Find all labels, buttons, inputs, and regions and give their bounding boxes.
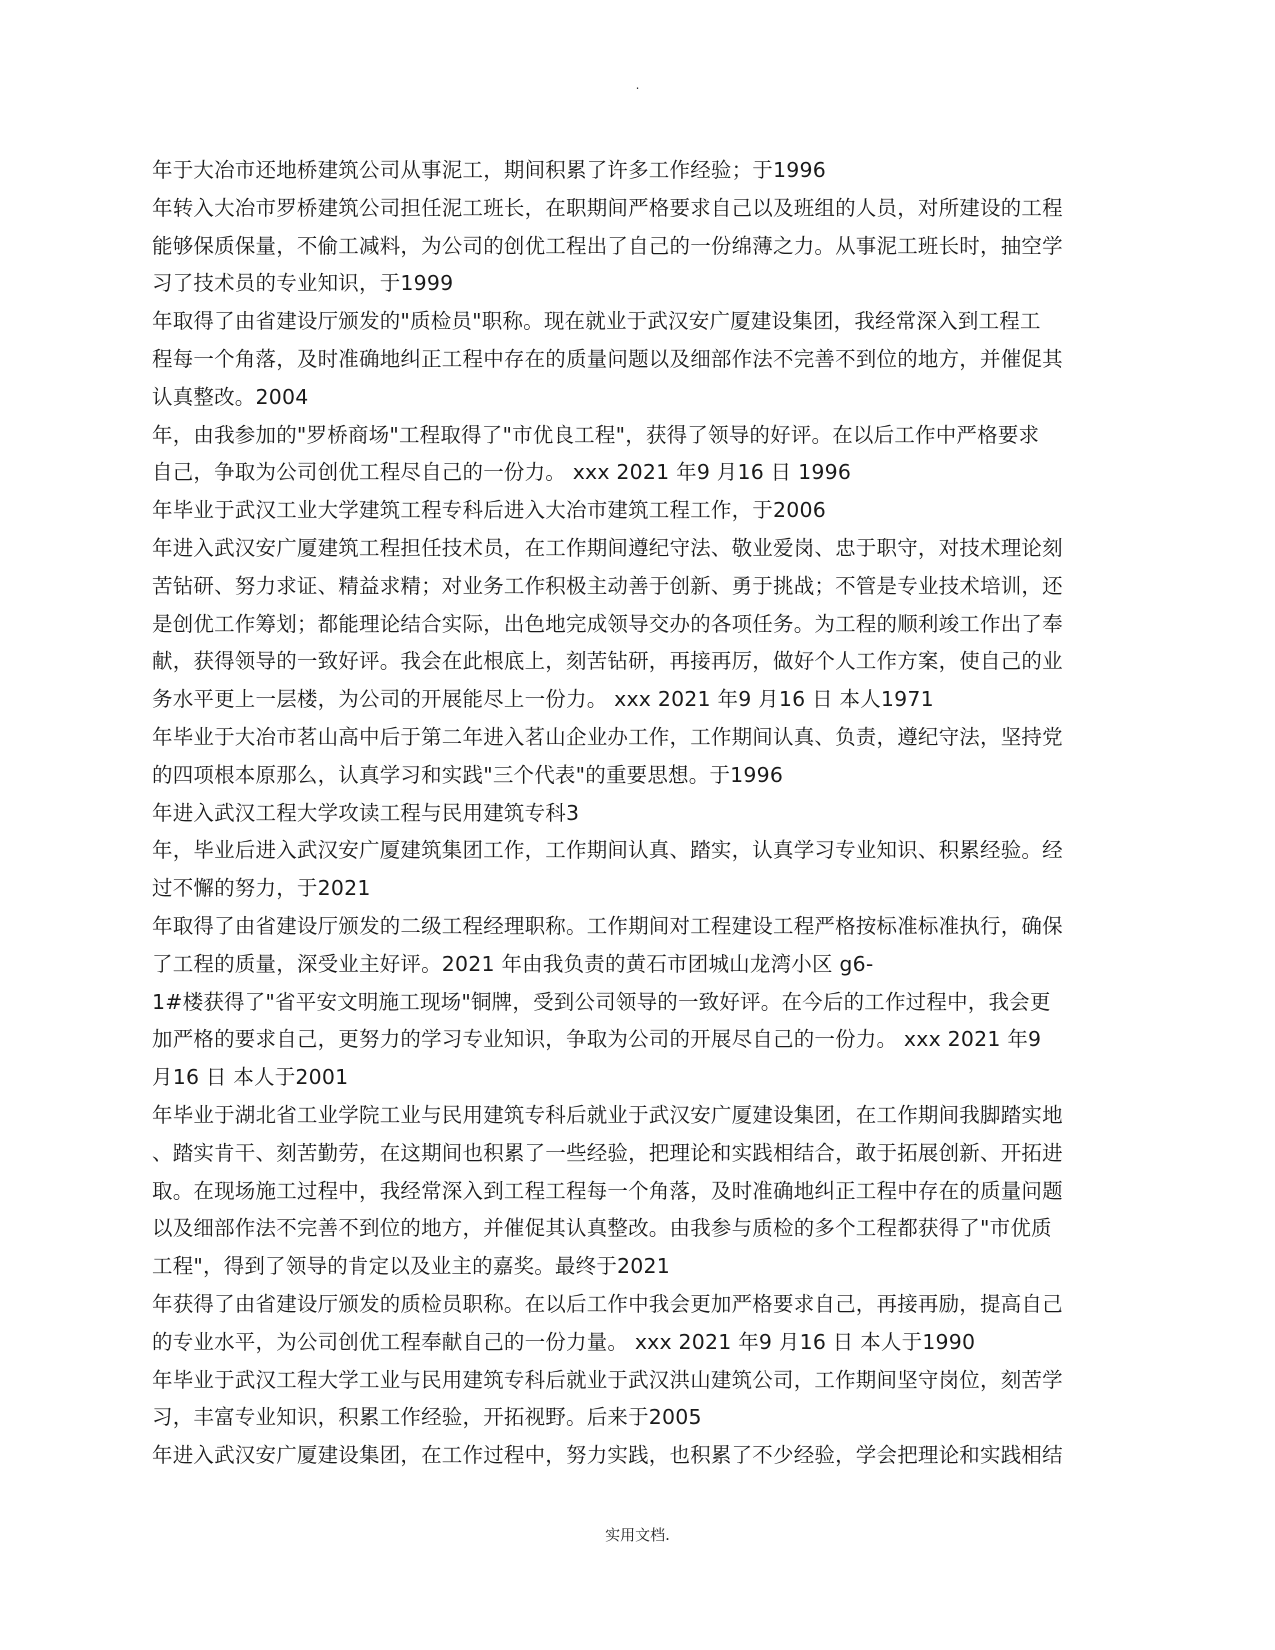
- text-line: 务水平更上一层楼，为公司的开展能尽上一份力。 xxx 2021 年9 月16 日 本人1971: [152, 687, 934, 712]
- text-line: 年毕业于大冶市茗山高中后于第二年进入茗山企业办工作，工作期间认真、负责，遵纪守法，坚持党: [152, 724, 1063, 749]
- text-line: 的四项根本原那么，认真学习和实践"三个代表"的重要思想。于1996: [152, 762, 784, 787]
- text-line: 加严格的要求自己，更努力的学习专业知识，争取为公司的开展尽自己的一份力。 xxx 2021 年9: [152, 1027, 1042, 1052]
- text-line: 认真整改。2004: [152, 384, 309, 409]
- text-line: 是创优工作筹划；都能理论结合实际，出色地完成领导交办的各项任务。为工程的顺利竣工作出了奉: [152, 611, 1063, 636]
- text-line: 习，丰富专业知识，积累工作经验，开拓视野。后来于2005: [152, 1405, 702, 1430]
- text-line: 年进入武汉安广厦建筑工程担任技术员，在工作期间遵纪守法、敬业爱岗、忠于职守，对技术理论刻: [152, 535, 1063, 560]
- page-footer: 实用文档.: [605, 1526, 670, 1544]
- text-line: 年毕业于武汉工程大学工业与民用建筑专科后就业于武汉洪山建筑公司，工作期间坚守岗位，刻苦学: [152, 1367, 1063, 1392]
- text-line: 年转入大冶市罗桥建筑公司担任泥工班长，在职期间严格要求自己以及班组的人员，对所建设的工程: [152, 195, 1063, 220]
- text-line: 年毕业于湖北省工业学院工业与民用建筑专科后就业于武汉安广厦建设集团，在工作期间我脚踏实地: [152, 1102, 1063, 1127]
- text-line: 献，获得领导的一致好评。我会在此根底上，刻苦钻研，再接再厉，做好个人工作方案，使自己的业: [152, 649, 1063, 674]
- text-line: 年取得了由省建设厅颁发的"质检员"职称。现在就业于武汉安广厦建设集团，我经常深入到工程工: [152, 309, 1041, 334]
- text-line: 年毕业于武汉工业大学建筑工程专科后进入大冶市建筑工程工作，于2006: [152, 498, 826, 523]
- text-line: 能够保质保量，不偷工减料，为公司的创优工程出了自己的一份绵薄之力。从事泥工班长时，抽空学: [152, 233, 1063, 258]
- text-line: 了工程的质量，深受业主好评。2021 年由我负责的黄石市团城山龙湾小区 g6-: [152, 951, 874, 976]
- header-mark: .: [635, 78, 640, 92]
- text-line: 1#楼获得了"省平安文明施工现场"铜牌，受到公司领导的一致好评。在今后的工作过程中，我会更: [152, 989, 1051, 1014]
- text-line: 年，毕业后进入武汉安广厦建筑集团工作，工作期间认真、踏实，认真学习专业知识、积累经验。经: [152, 838, 1063, 863]
- text-line: 苦钻研、努力求证、精益求精；对业务工作积极主动善于创新、勇于挑战；不管是专业技术培训，还: [152, 573, 1063, 598]
- text-line: 年进入武汉工程大学攻读工程与民用建筑专科3: [152, 800, 580, 825]
- text-line: 以及细部作法不完善不到位的地方，并催促其认真整改。由我参与质检的多个工程都获得了"市优质: [152, 1216, 1052, 1241]
- text-line: 年于大冶市还地桥建筑公司从事泥工，期间积累了许多工作经验；于1996: [152, 158, 826, 182]
- text-line: 年获得了由省建设厅颁发的质检员职称。在以后工作中我会更加严格要求自己，再接再励，提高自己: [152, 1291, 1063, 1316]
- text-line: 、踏实肯干、刻苦勤劳，在这期间也积累了一些经验，把理论和实践相结合，敢于拓展创新、开拓进: [152, 1140, 1063, 1165]
- text-line: 年取得了由省建设厅颁发的二级工程经理职称。工作期间对工程建设工程严格按标准标准执行，确保: [152, 913, 1063, 938]
- text-line: 程每一个角落，及时准确地纠正工程中存在的质量问题以及细部作法不完善不到位的地方，并催促其: [152, 346, 1063, 371]
- text-line: 年，由我参加的"罗桥商场"工程取得了"市优良工程"，获得了领导的好评。在以后工作中严格要求: [152, 422, 1040, 447]
- text-line: 习了技术员的专业知识，于1999: [152, 271, 454, 296]
- text-line: 年进入武汉安广厦建设集团，在工作过程中，努力实践，也积累了不少经验，学会把理论和实践相结: [152, 1443, 1063, 1468]
- text-line: 的专业水平，为公司创优工程奉献自己的一份力量。 xxx 2021 年9 月16 日 本人于1990: [152, 1329, 976, 1354]
- text-line: 取。在现场施工过程中，我经常深入到工程工程每一个角落，及时准确地纠正工程中存在的质量问题: [152, 1178, 1063, 1203]
- body-text: [152, 152, 1132, 1475]
- text-line: 月16 日 本人于2001: [152, 1065, 349, 1090]
- text-line: 自己，争取为公司创优工程尽自己的一份力。 xxx 2021 年9 月16 日 1996: [152, 460, 852, 485]
- text-line: 工程"，得到了领导的肯定以及业主的嘉奖。最终于2021: [152, 1254, 670, 1279]
- text-line: 过不懈的努力，于2021: [152, 876, 371, 901]
